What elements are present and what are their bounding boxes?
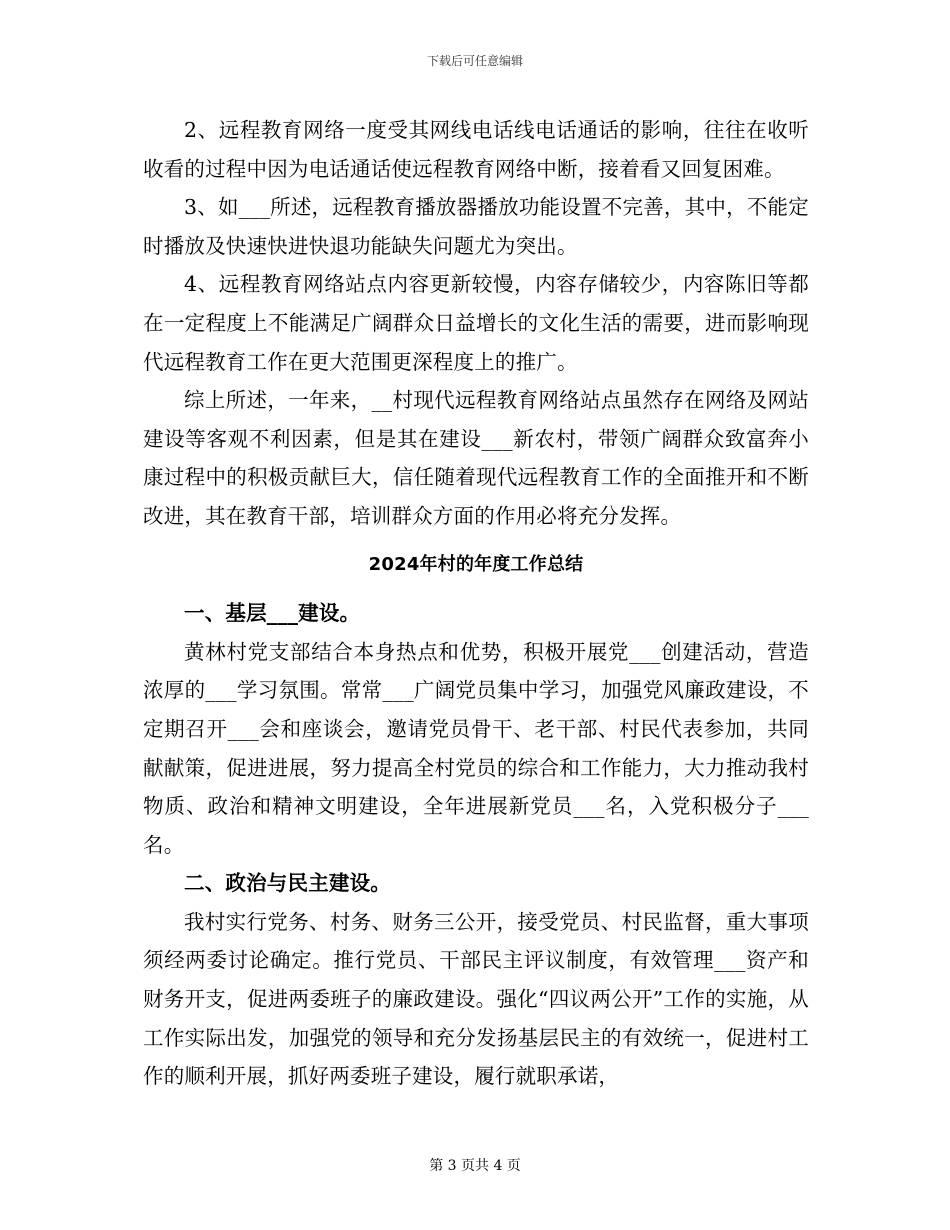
section-body-2: 我村实行党务、村务、财务三公开，接受党员、村民监督，重大事项须经两委讨论确定。推行党员、干部民主评议制度，有效管理___资产和财务开支，促进两委班子的廉政建设。强化“四议两公开”工作的实施，从工作实际出发，加强党的领导和充分发扬基层民主的有效统一，促进村工作的顺利开展，抓好两委班子建设，履行就职承诺，: [143, 909, 809, 1089]
paragraph-summary: 综上所述，一年来，__村现代远程教育网络站点虽然存在网络及网站建设等客观不利因素，但是其在建设___新农村，带领广阔群众致富奔小康过程中的积极贡献巨大，信任随着现代远程教育工作的全面推开和不断改进，其在教育干部，培训群众方面的作用必将充分发挥。: [143, 388, 809, 528]
document-body: [143, 111, 809, 1096]
section-heading-2: 二、政治与民主建设。: [184, 871, 391, 896]
paragraph-item-2: 2、远程教育网络一度受其网线电话线电话通话的影响，往往在收听收看的过程中因为电话通话使远程教育网络中断，接着看又回复困难。: [143, 118, 809, 181]
paragraph-item-4: 4、远程教育网络站点内容更新较慢，内容存储较少，内容陈旧等都在一定程度上不能满足广阔群众日益增长的文化生活的需要，进而影响现代远程教育工作在更大范围更深程度上的推广。: [143, 272, 809, 374]
paragraph-item-3: 3、如___所述，远程教育播放器播放功能设置不完善，其中，不能定时播放及快速快进快退功能缺失问题尤为突出。: [143, 195, 809, 258]
page-header: 下载后可任意编辑: [426, 54, 523, 68]
section-heading-1: 一、基层___建设。: [184, 601, 361, 626]
section-body-1: 黄林村党支部结合本身热点和优势，积极开展党___创建活动，营造浓厚的___学习氛围。常常___广阔党员集中学习，加强党风廉政建设，不定期召开___会和座谈会，邀请党员骨干、老干部、村民代表参加，共同献献策，促进进展，努力提高全村党员的综合和工作能力，大力推动我村物质、政治和精神文明建设，全年进展新党员___名，入党积极分子___名。: [143, 639, 809, 857]
page-footer: 第 3 页共 4 页: [429, 1158, 521, 1174]
document-title: 2024年村的年度工作总结: [368, 553, 584, 575]
